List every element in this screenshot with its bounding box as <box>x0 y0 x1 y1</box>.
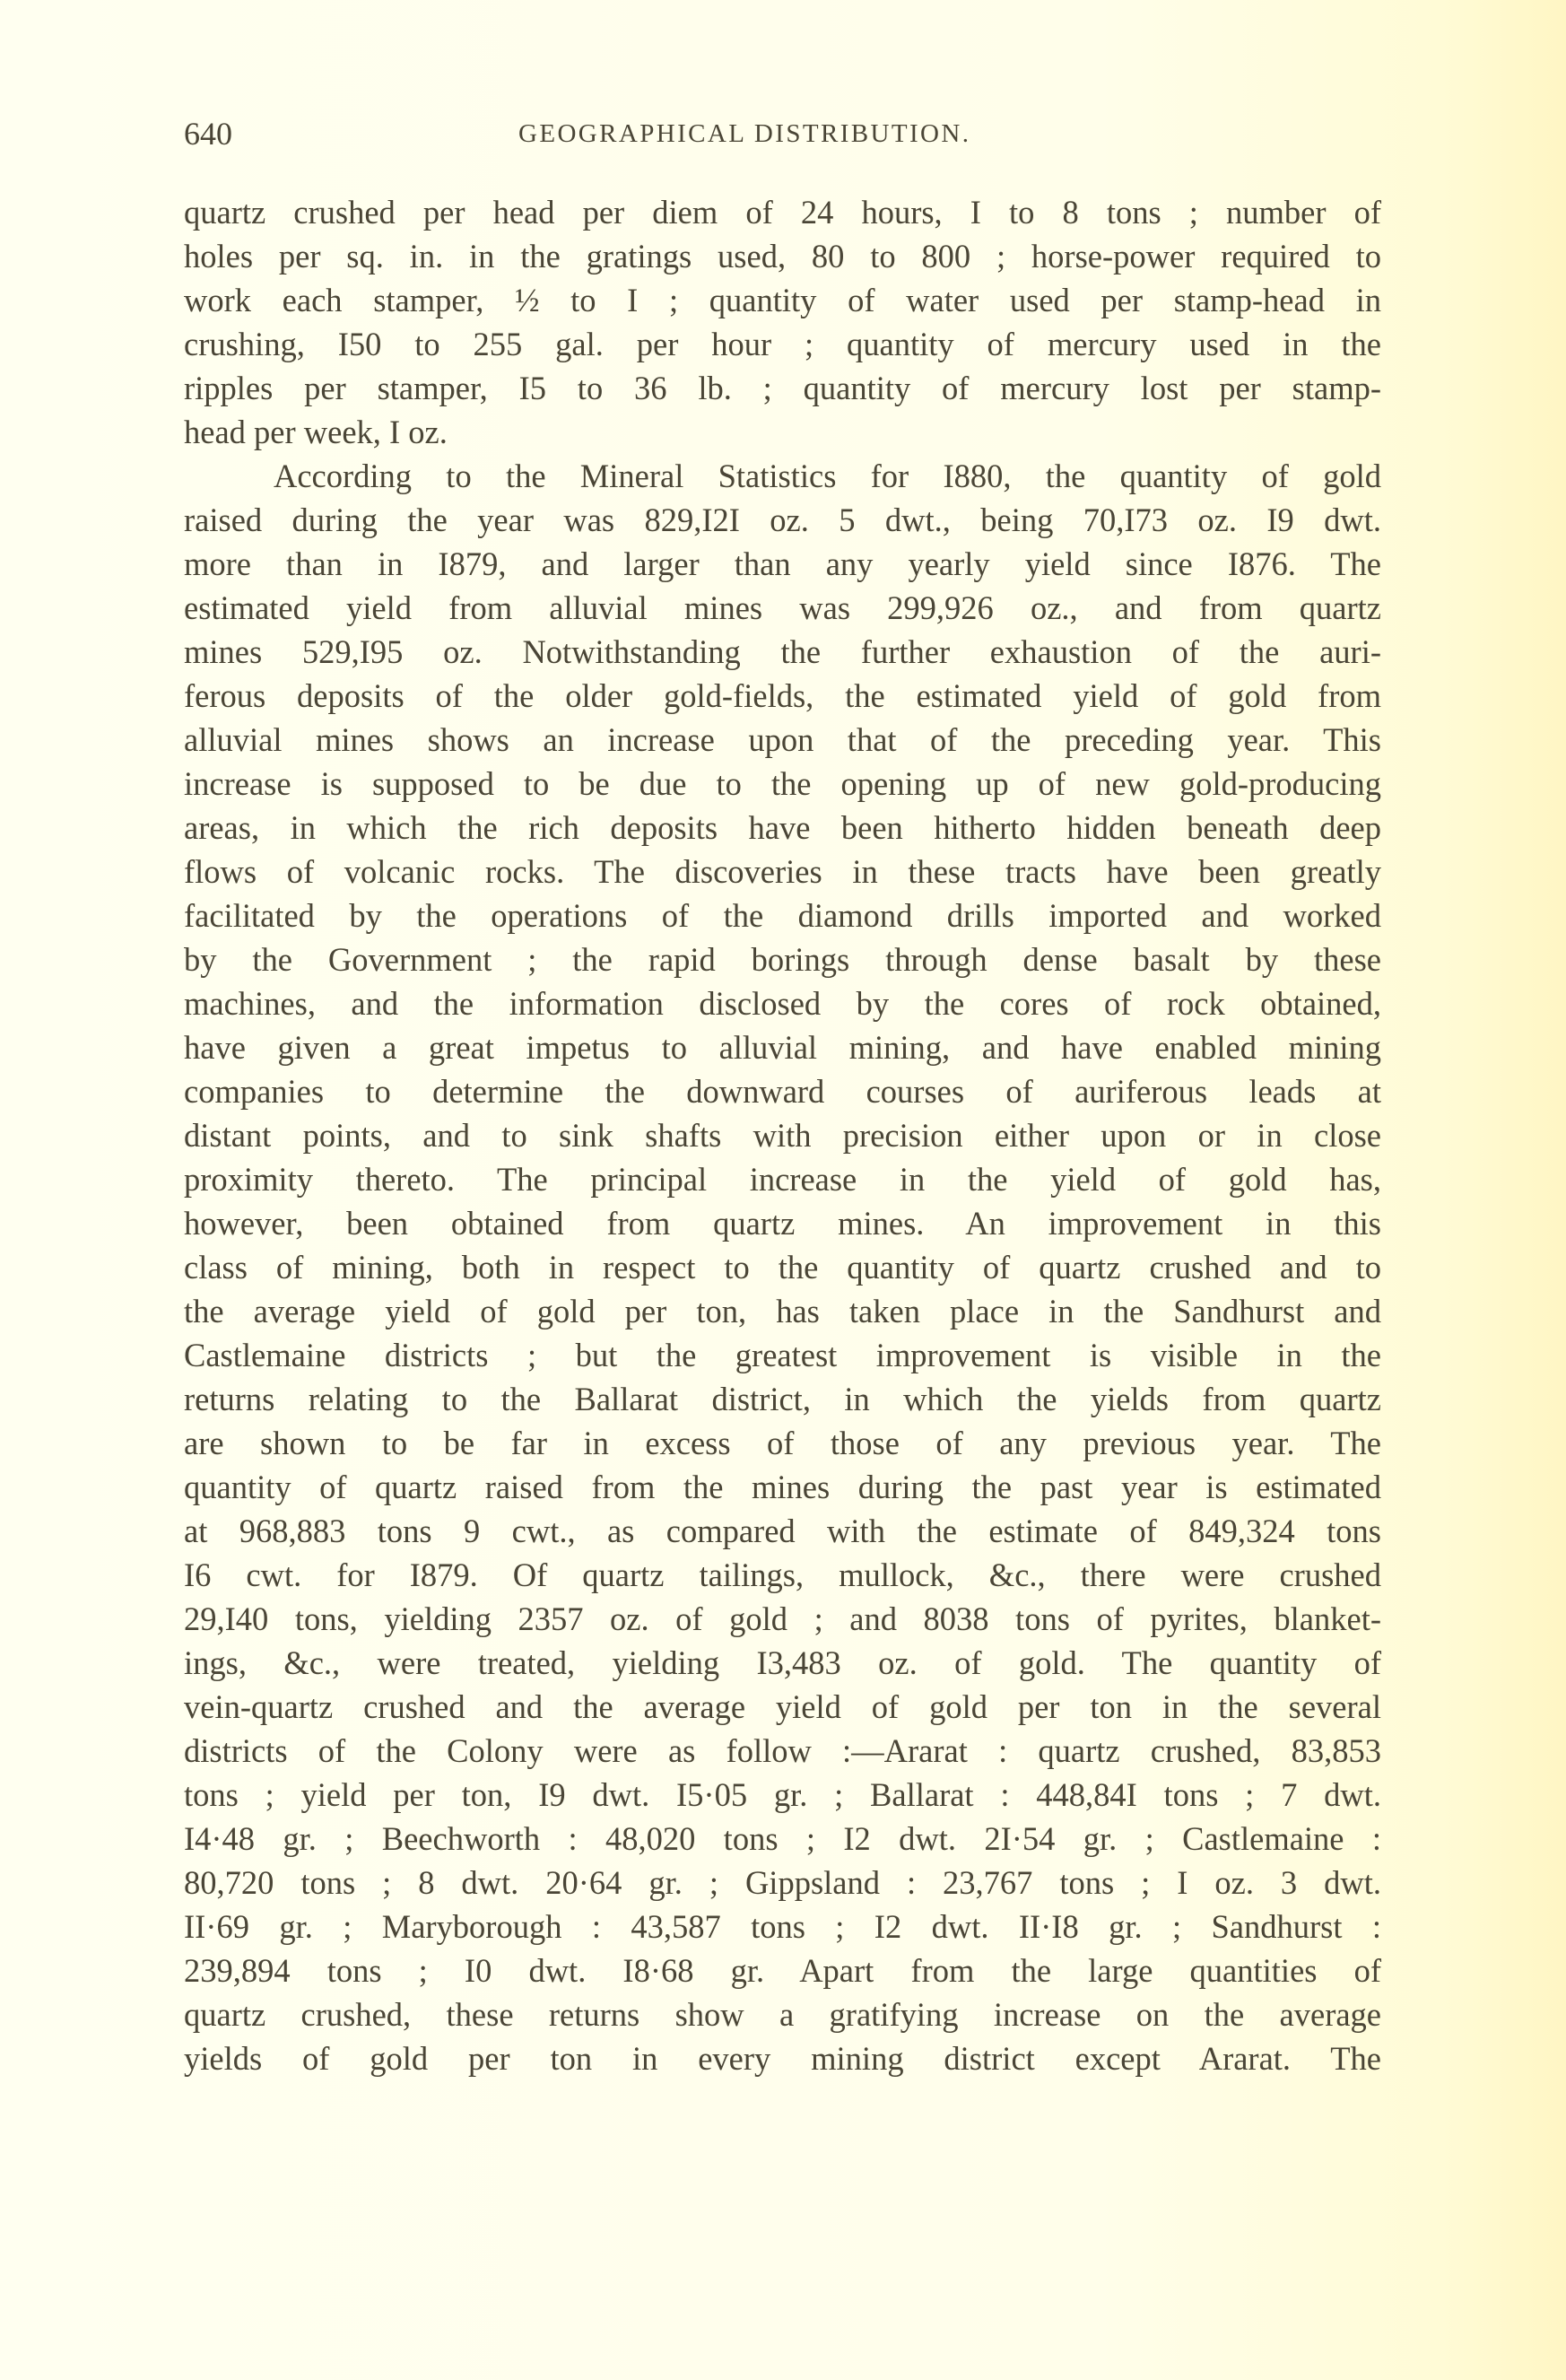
text-line: facilitated by the operations of the diamond drills imported and worked <box>184 897 1381 934</box>
text-line <box>184 2080 1381 2124</box>
text-line: estimated yield from alluvial mines was 299,926 oz., and from quartz <box>184 589 1381 626</box>
text-line: districts of the Colony were as follow :—Ararat : quartz crushed, 83,853 <box>184 1732 1381 1769</box>
text-line: class of mining, both in respect to the quantity of quartz crushed and to <box>184 1249 1381 1286</box>
text-line: holes per sq. in. in the gratings used, 80 to 800 ; horse-power required to <box>184 238 1381 275</box>
text-line: head per week, I oz. <box>184 414 448 450</box>
text-line <box>184 2124 1381 2168</box>
text-line: I6 cwt. for I879. Of quartz tailings, mullock, &c., there were crushed <box>184 1556 1381 1593</box>
text-line: by the Government ; the rapid borings through dense basalt by these <box>184 941 1381 978</box>
text-line: at 968,883 tons 9 cwt., as compared with the estimate of 849,324 tons <box>184 1513 1381 1549</box>
text-line: machines, and the information disclosed by the cores of rock obtained, <box>184 985 1381 1022</box>
text-line: proximity thereto. The principal increase in the yield of gold has, <box>184 1161 1381 1198</box>
text-line: 29,I40 tons, yielding 2357 oz. of gold ; and 8038 tons of pyrites, blanket- <box>184 1600 1381 1637</box>
text-line: distant points, and to sink shafts with precision either upon or in close <box>184 1117 1381 1154</box>
text-line: ferous deposits of the older gold-fields, the estimated yield of gold from <box>184 677 1381 714</box>
text-line: more than in I879, and larger than any yearly yield since I876. The <box>184 545 1381 582</box>
text-line: have given a great impetus to alluvial mining, and have enabled mining <box>184 1029 1381 1066</box>
text-line: ings, &c., were treated, yielding I3,483 oz. of gold. The quantity of <box>184 1644 1381 1681</box>
text-line: 239,894 tons ; I0 dwt. I8·68 gr. Apart from the large quantities of <box>184 1952 1381 1989</box>
text-line: Castlemaine districts ; but the greatest improvement is visible in the <box>184 1337 1381 1373</box>
running-head <box>184 111 1381 156</box>
text-line: II·69 gr. ; Maryborough : 43,587 tons ; I2 dwt. II·I8 gr. ; Sandhurst : <box>184 1908 1381 1945</box>
text-line: yields of gold per ton in every mining district except Ararat. The <box>184 2040 1381 2077</box>
paragraph-2 <box>184 454 1381 2168</box>
text-line: however, been obtained from quartz mines. An improvement in this <box>184 1205 1381 1242</box>
text-line: flows of volcanic rocks. The discoveries in these tracts have been greatly <box>184 853 1381 890</box>
text-line: 80,720 tons ; 8 dwt. 20·64 gr. ; Gippsland : 23,767 tons ; I oz. 3 dwt. <box>184 1864 1381 1901</box>
text-line: alluvial mines shows an increase upon that of the preceding year. This <box>184 721 1381 758</box>
body-text <box>184 190 1381 2168</box>
running-title: GEOGRAPHICAL DISTRIBUTION. <box>518 119 971 148</box>
text-line: vein-quartz crushed and the average yield of gold per ton in the several <box>184 1688 1381 1725</box>
text-line: quartz crushed, these returns show a gratifying increase on the average <box>184 1996 1381 2033</box>
text-line: I4·48 gr. ; Beechworth : 48,020 tons ; I2 dwt. 2I·54 gr. ; Castlemaine : <box>184 1820 1381 1857</box>
text-line: areas, in which the rich deposits have been hitherto hidden beneath deep <box>184 809 1381 846</box>
text-line: returns relating to the Ballarat district, in which the yields from quartz <box>184 1381 1381 1417</box>
text-line: ripples per stamper, I5 to 36 lb. ; quantity of mercury lost per stamp- <box>184 370 1381 406</box>
text-line: raised during the year was 829,I2I oz. 5 dwt., being 70,I73 oz. I9 dwt. <box>184 501 1381 538</box>
paragraph-1 <box>184 190 1381 454</box>
text-line: quantity of quartz raised from the mines during the past year is estimated <box>184 1469 1381 1505</box>
text-line: work each stamper, ½ to I ; quantity of water used per stamp-head in <box>184 282 1381 318</box>
text-line: are shown to be far in excess of those of any previous year. The <box>184 1425 1381 1461</box>
text-line: According to the Mineral Statistics for I880, the quantity of gold <box>274 458 1381 494</box>
text-line: companies to determine the downward courses of auriferous leads at <box>184 1073 1381 1110</box>
text-line: quartz crushed per head per diem of 24 hours, I to 8 tons ; number of <box>184 194 1381 231</box>
text-line: tons ; yield per ton, I9 dwt. I5·05 gr. ; Ballarat : 448,84I tons ; 7 dwt. <box>184 1776 1381 1813</box>
text-line: mines 529,I95 oz. Notwithstanding the further exhaustion of the auri- <box>184 633 1381 670</box>
text-line: increase is supposed to be due to the opening up of new gold-producing <box>184 765 1381 802</box>
text-line: crushing, I50 to 255 gal. per hour ; quantity of mercury used in the <box>184 326 1381 362</box>
text-line: the average yield of gold per ton, has taken place in the Sandhurst and <box>184 1293 1381 1329</box>
page-number: 640 <box>184 116 232 152</box>
